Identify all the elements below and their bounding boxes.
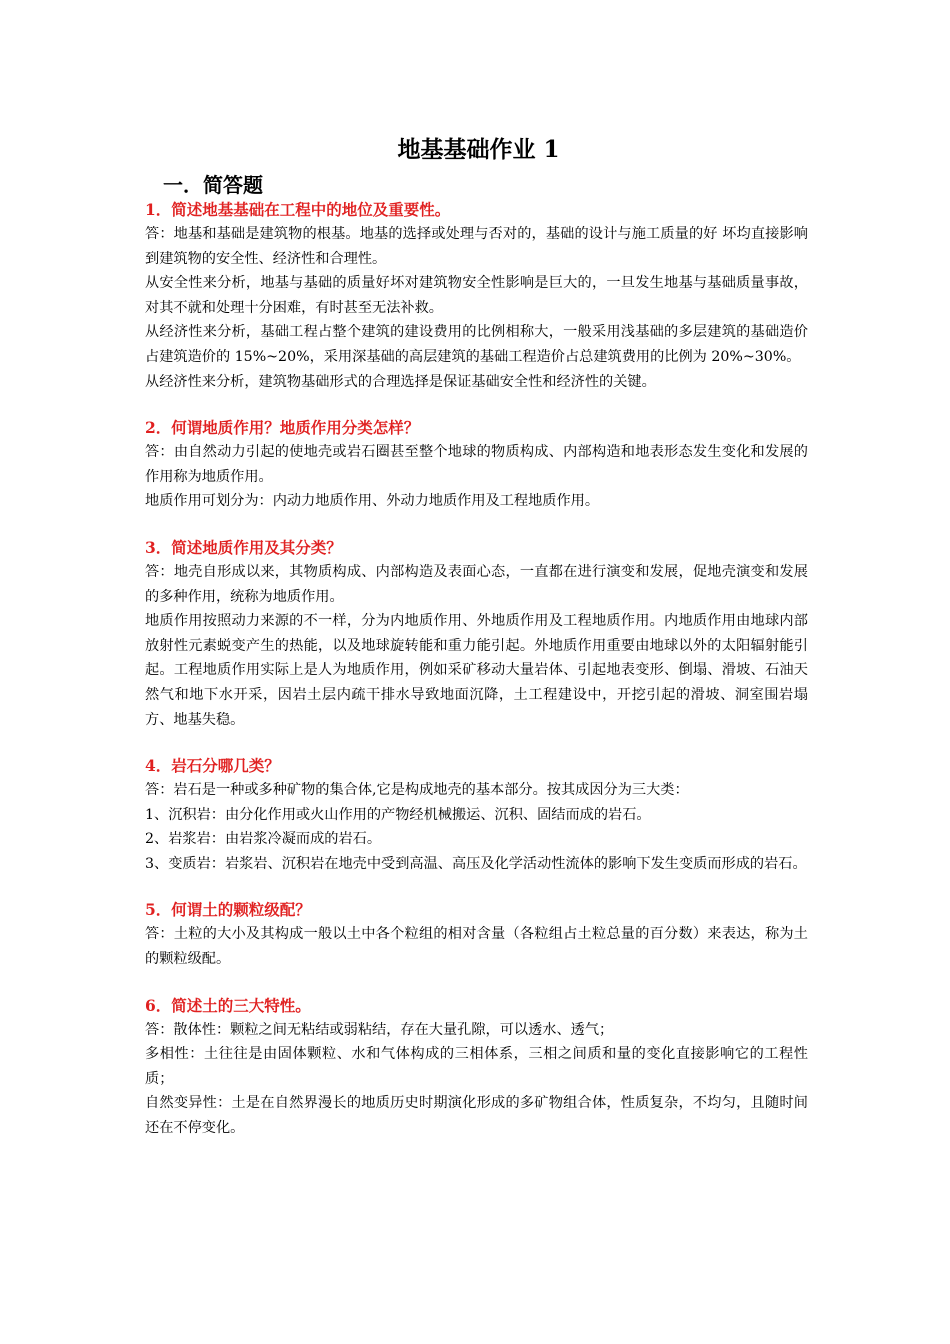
answer-paragraph: 答：地壳自形成以来，其物质构成、内部构造及表面心态，一直都在进行演变和发展，促地壳演变和发展的多种作用，统称为地质作用。: [145, 563, 808, 605]
qa-block-4: [145, 754, 808, 876]
qa-block-1: [145, 198, 808, 394]
section-title: 一．简答题: [163, 173, 263, 197]
qa-block-2: [145, 416, 808, 514]
answer-paragraph: 答：土粒的大小及其构成一般以土中各个粒组的相对含量（各粒组占土粒总量的百分数）来表达，称为土的颗粒级配。: [145, 926, 808, 968]
answer-paragraph: 答：散体性：颗粒之间无粘结或弱粘结，存在大量孔隙，可以透水、透气；: [145, 1021, 614, 1038]
answer-paragraph: 从经济性来分析，建筑物基础形式的合理选择是保证基础安全性和经济性的关键。: [145, 373, 656, 390]
answer-paragraph: 3、变质岩：岩浆岩、沉积岩在地壳中受到高温、高压及化学活动性流体的影响下发生变质而形成的岩石。: [145, 855, 807, 872]
answer-paragraph: 答：由自然动力引起的使地壳或岩石圈甚至整个地球的物质构成、内部构造和地表形态发生变化和发展的作用称为地质作用。: [145, 444, 808, 485]
question-4: 4．岩石分哪几类？: [145, 756, 280, 776]
answer-paragraph: 从经济性来分析，基础工程占整个建筑的建设费用的比例相称大，一般采用浅基础的多层建筑的基础造价占建筑造价的 15%~20%，采用深基础的高层建筑的基础工程造价占总建筑费用的比例为 20%~30%。: [145, 324, 808, 365]
answer-paragraph: 多相性：土往往是由固体颗粒、水和气体构成的三相体系，三相之间质和量的变化直接影响它的工程性质；: [145, 1046, 808, 1087]
answer-paragraph: 地质作用按照动力来源的不一样，分为内地质作用、外地质作用及工程地质作用。内地质作用由地球内部放射性元素蜕变产生的热能，以及地球旋转能和重力能引起。外地质作用重要由地球以外的太阳辐射能引起。工程地质作用实际上是人为地质作用，例如采矿移动大量岩体、引起地表变形、倒塌、滑坡、石油天然气和地下水开采，因岩土层内疏干排水导致地面沉降，土工程建设中，开挖引起的滑坡、洞室围岩塌方、地基失稳。: [145, 613, 808, 728]
answer-paragraph: 答：岩石是一种或多种矿物的集合体,它是构成地壳的基本部分。按其成因分为三大类：: [145, 782, 689, 799]
answer-paragraph: 自然变异性：土是在自然界漫长的地质历史时期演化形成的多矿物组合体，性质复杂，不均匀，且随时间还在不停变化。: [145, 1095, 808, 1137]
answer-paragraph: 地质作用可划分为：内动力地质作用、外动力地质作用及工程地质作用。: [145, 493, 600, 510]
document-page: [145, 134, 808, 1163]
answer-paragraph: 答：地基和基础是建筑物的根基。地基的选择或处理与否对的，基础的设计与施工质量的好 坏均直接影响到建筑物的安全性、经济性和合理性。: [145, 226, 808, 267]
answer-paragraph: 从安全性来分析，地基与基础的质量好坏对建筑物安全性影响是巨大的，一旦发生地基与基础质量事故，对其不就和处理十分困难，有时甚至无法补救。: [145, 275, 808, 316]
question-2: 2．何谓地质作用？地质作用分类怎样？: [145, 418, 420, 438]
question-6: 6．简述土的三大特性。: [145, 995, 311, 1015]
qa-block-6: [145, 994, 808, 1141]
answer-paragraph: 2、岩浆岩：由岩浆冷凝而成的岩石。: [145, 831, 382, 848]
question-5: 5．何谓土的颗粒级配？: [145, 900, 311, 920]
question-3: 3．简述地质作用及其分类？: [145, 537, 342, 557]
answer-paragraph: 1、沉积岩：由分化作用或火山作用的产物经机械搬运、沉积、固结而成的岩石。: [145, 806, 651, 823]
qa-block-3: [145, 536, 808, 732]
qa-block-5: [145, 898, 808, 971]
question-1: 1．简述地基基础在工程中的地位及重要性。: [145, 200, 451, 219]
document-title: 地基基础作业 1: [397, 136, 560, 163]
